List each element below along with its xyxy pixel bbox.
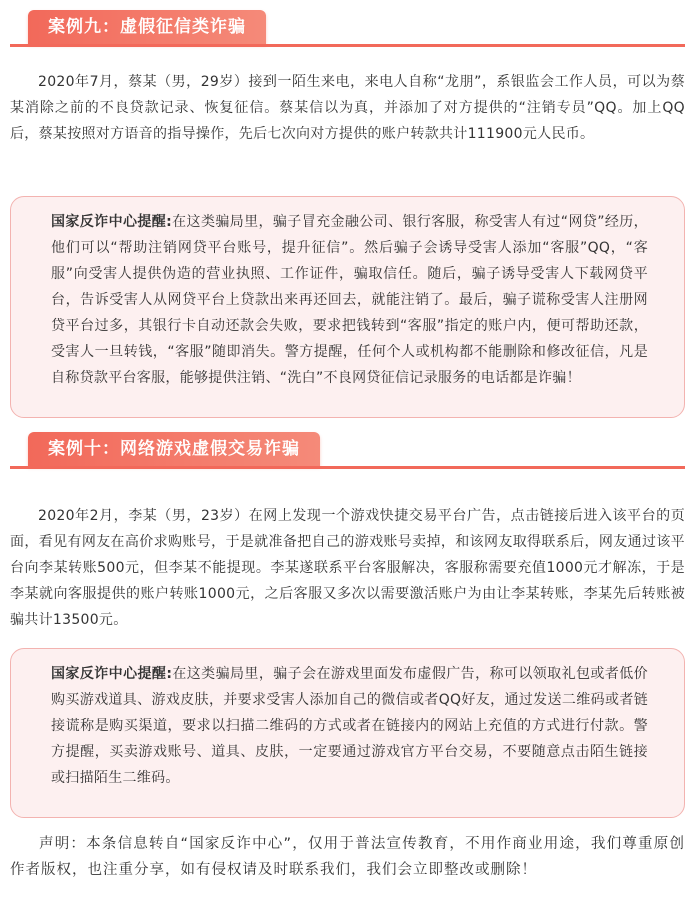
- case10-reminder-text: 在这类骗局里，骗子会在游戏里面发布虚假广告，称可以领取礼包或者低价购买游戏道具、游戏皮肤，并要求受害人添加自己的微信或者QQ好友，通过发送二维码或者链接谎称是购买渠道，要求以扫描二维码的方式或者在链接内的网站上充值的方式进行付款。警方提醒，买卖游戏账号、道具、皮肤，一定要通过游戏官方平台交易，不要随意点击陌生链接或扫描陌生二维码。: [51, 666, 648, 786]
- case10-header-divider: [10, 466, 685, 469]
- case9-story: 2020年7月，蔡某（男，29岁）接到一陌生来电，来电人自称“龙朋”，系银监会工作人员，可以为蔡某消除之前的不良贷款记录、恢复征信。蔡某信以为真，并添加了对方提供的“注销专员”QQ。加上QQ后，蔡某按照对方语音的指导操作，先后七次向对方提供的账户转款共计111900元人民币。: [10, 74, 685, 142]
- case9-reminder-lead: 国家反诈中心提醒:: [51, 214, 173, 230]
- case10-story: 2020年2月，李某（男，23岁）在网上发现一个游戏快捷交易平台广告，点击链接后进入该平台的页面，看见有网友在高价求购账号，于是就准备把自己的游戏账号卖掉，和该网友取得联系后，网友通过该平台向李某转账500元，但李某不能提现。李某遂联系平台客服解决，客服称需要充值1000元才解冻，于是李某就向客服提供的账户转账1000元，之后客服又多次以需要激活账户为由让李某转账，李某先后转账被骗共计13500元。: [10, 508, 685, 628]
- case10-header: [10, 432, 685, 468]
- case10-reminder-lead: 国家反诈中心提醒:: [51, 666, 173, 682]
- case9-header-divider: [10, 44, 685, 47]
- case10-title: 案例十：网络游戏虚假交易诈骗: [28, 432, 320, 466]
- case9-title: 案例九：虚假征信类诈骗: [28, 10, 266, 44]
- case9-reminder-text: 在这类骗局里，骗子冒充金融公司、银行客服，称受害人有过“网贷”经历，他们可以“帮助注销网贷平台账号，提升征信”。然后骗子会诱导受害人添加“客服”QQ，“客服”向受害人提供伪造的营业执照、工作证件，骗取信任。随后，骗子诱导受害人下载网贷平台，告诉受害人从网贷平台上贷款出来再还回去，就能注销了。最后，骗子谎称受害人注册网贷平台过多，其银行卡自动还款会失败，要求把钱转到“客服”指定的账户内，便可帮助还款，受害人一旦转钱，“客服”随即消失。警方提醒，任何个人或机构都不能删除和修改征信，凡是自称贷款平台客服，能够提供注销、“洗白”不良网贷征信记录服务的电话都是诈骗！: [51, 214, 648, 386]
- case9-reminder-box: [10, 196, 685, 418]
- copyright-statement: 声明：本条信息转自“国家反诈中心”，仅用于普法宣传教育，不用作商业用途，我们尊重原创作者版权，也注重分享，如有侵权请及时联系我们，我们会立即整改或删除！: [10, 836, 685, 878]
- case9-header: [10, 10, 685, 46]
- case10-reminder-box: [10, 648, 685, 818]
